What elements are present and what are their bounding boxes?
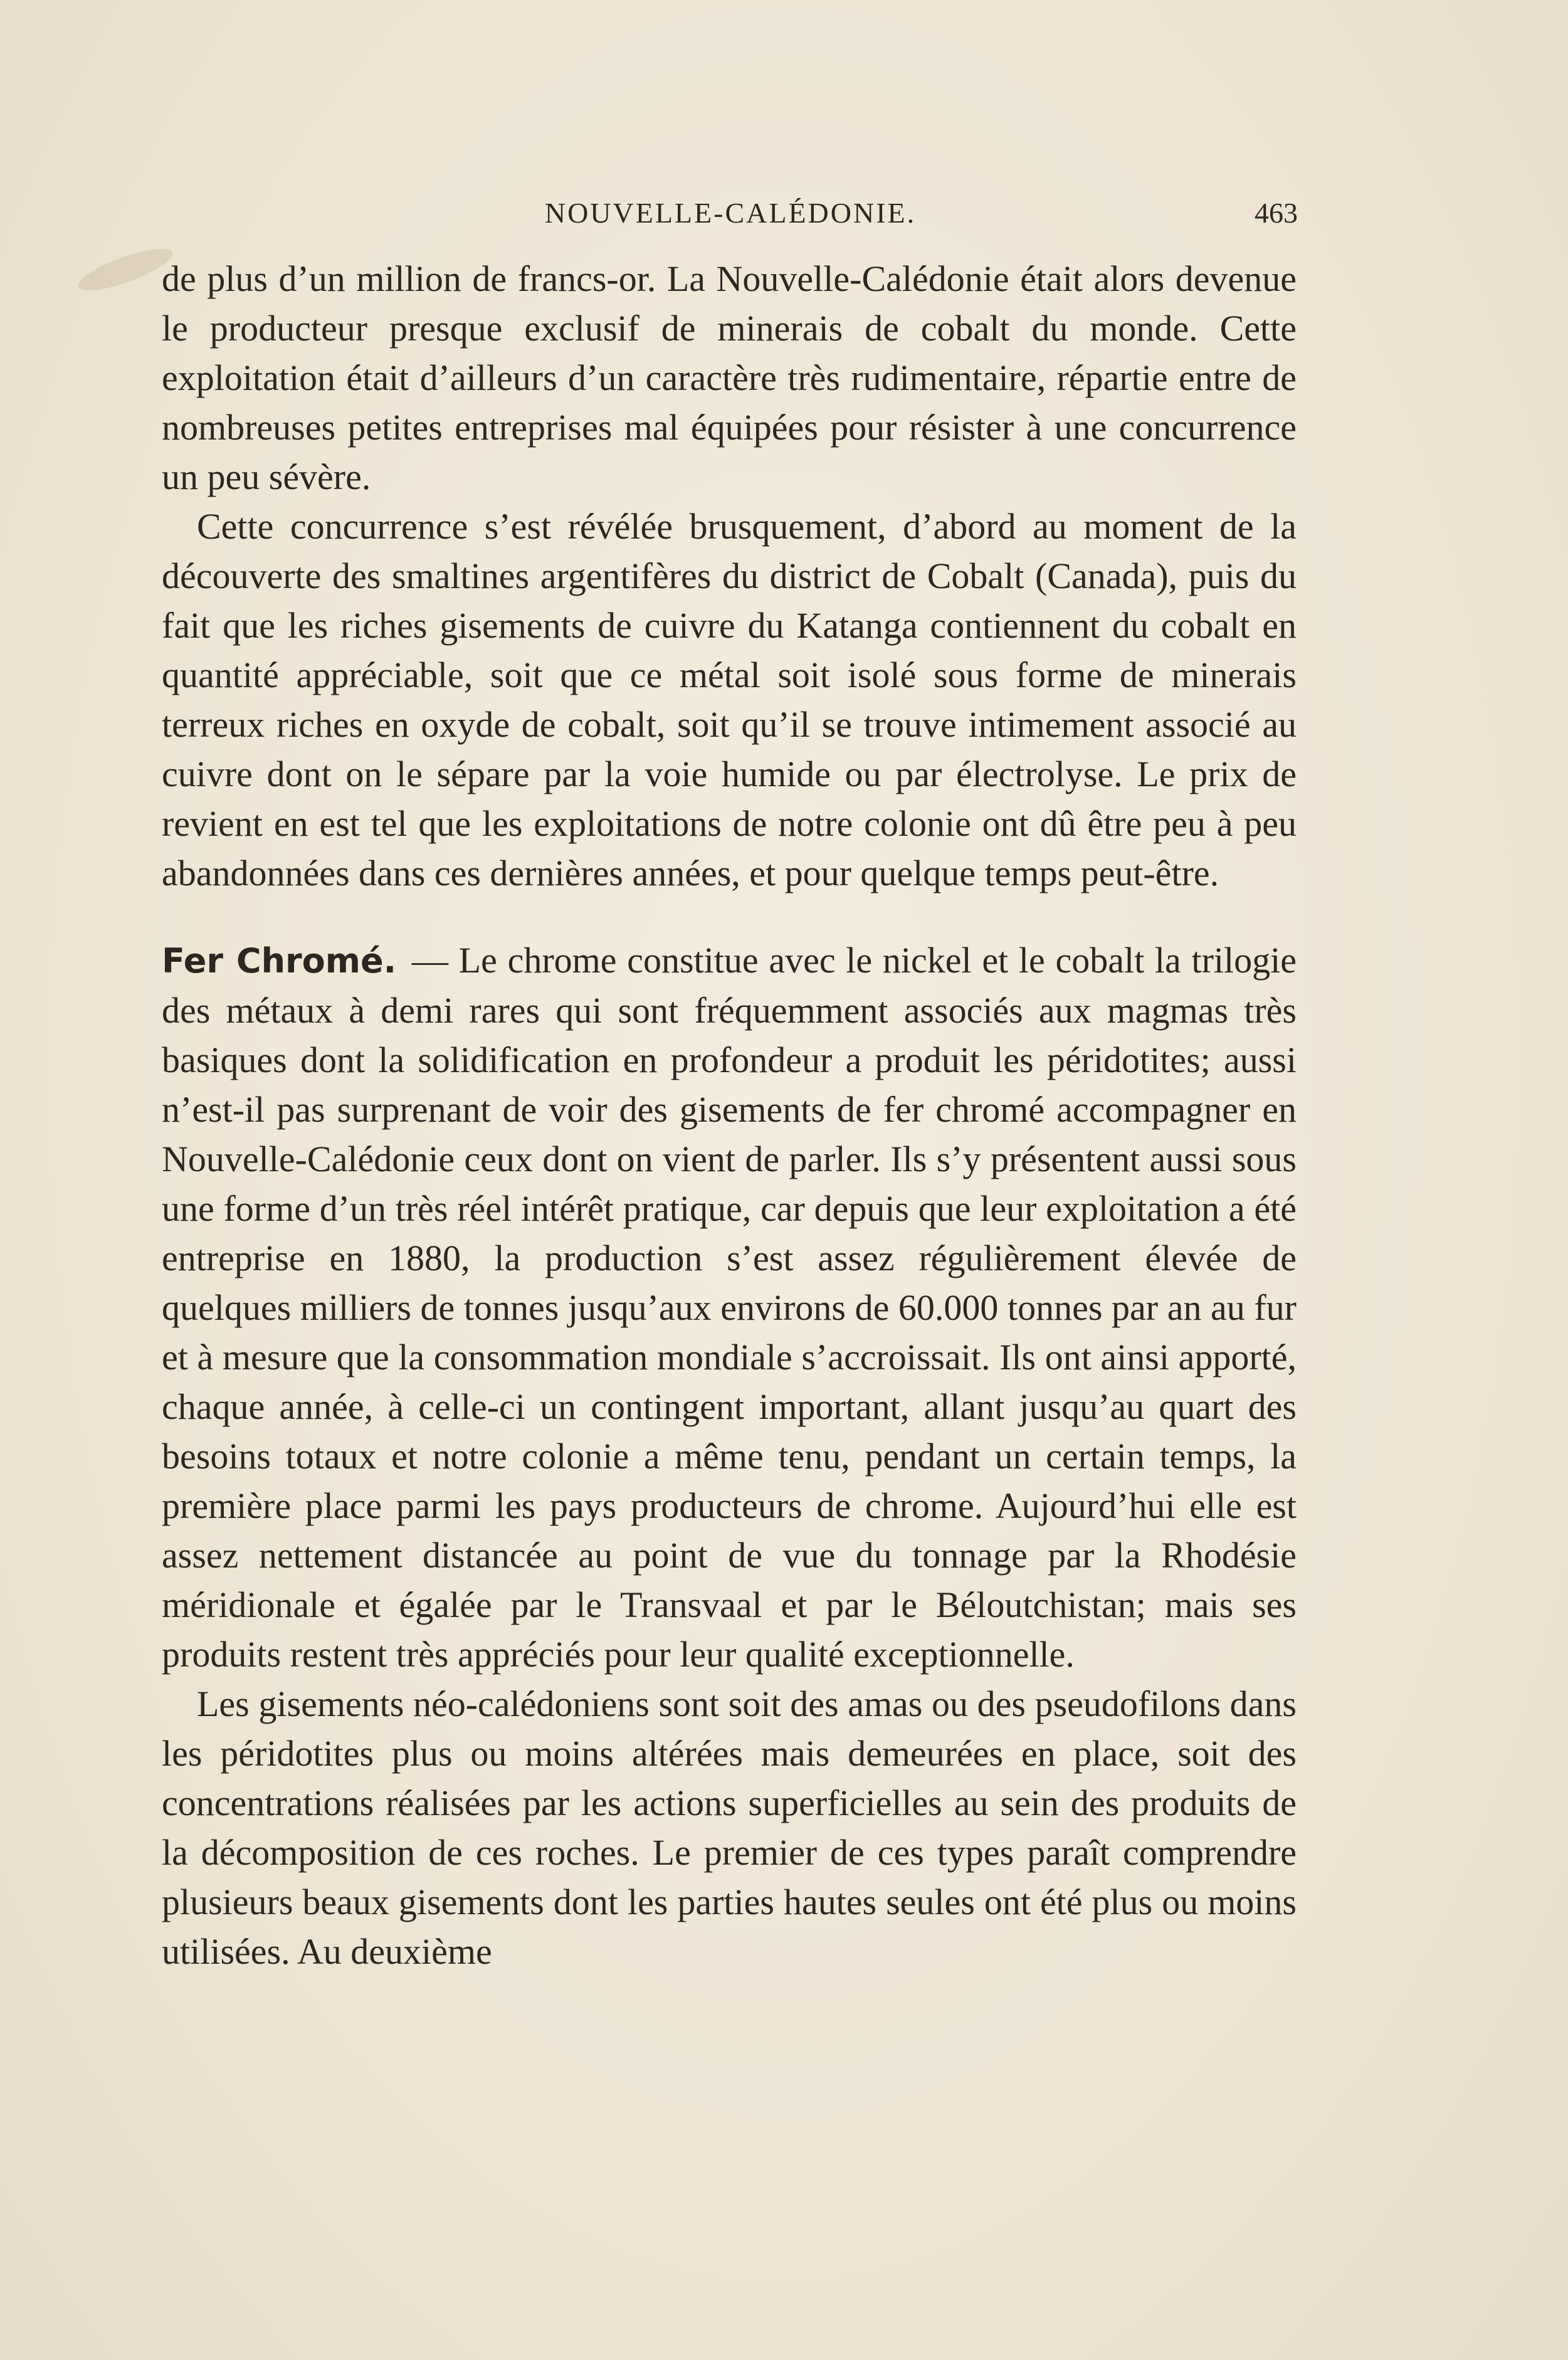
- paragraph-gisements: Les gisements néo-calédoniens sont soit des amas ou des pseudofilons dans les péridotites plus ou moins altérées mais demeurées en place, soit des concentrations réalisées par les actions superficielles au sein des produits de la décomposition de ces roches. Le premier de ces types paraît comprendre plusieurs beaux gisements dont les parties hautes seules ont été plus ou moins utilisées. Au deuxième: [162, 1683, 1297, 1972]
- section-text: Le chrome constitue avec le nickel et le cobalt la trilogie des métaux à demi rares qui sont fréquemment associés aux magmas très basiques dont la solidification en profondeur a produit les péridotites; aussi n’est-il pas surprenant de voir des gisements de fer chromé accompagner en Nouvelle-Calédonie ceux dont on vient de parler. Ils s’y présentent aussi sous une forme d’un très réel intérêt pratique, car depuis que leur exploitation a été entreprise en 1880, la production s’est assez régulièrement élevée de quelques milliers de tonnes jusqu’aux environs de 60.000 tonnes par an au fur et à mesure que la consommation mondiale s’accroissait. Ils ont ainsi apporté, chaque année, à celle-ci un contingent important, allant jusqu’au quart des besoins totaux et notre colonie a même tenu, pendant un certain temps, la première place parmi les pays producteurs de chrome. Aujourd’hui elle est assez nettement distancée au point de vue du tonnage par la Rhodésie méridionale et égalée par le Transvaal et par le Béloutchistan; mais ses produits restent très appréciés pour leur qualité exceptionnelle.: [162, 940, 1297, 1675]
- running-title: NOUVELLE-CALÉDONIE.: [544, 197, 917, 229]
- page-header: [163, 188, 1298, 238]
- section-title: Fer Chromé.: [162, 941, 397, 981]
- paragraph-concurrence: Cette concurrence s’est révélée brusquement, d’abord au moment de la découverte des smaltines argentifères du district de Cobalt (Canada), puis du fait que les riches gisements de cuivre du Katanga contiennent du cobalt en quantité appréciable, soit que ce métal soit isolé sous forme de minerais terreux riches en oxyde de cobalt, soit qu’il se trouve intimement associé au cuivre dont on le sépare par la voie humide ou par électrolyse. Le prix de revient en est tel que les exploitations de notre colonie ont dû être peu à peu abandonnées dans ces dernières années, et pour quelque temps peut-être.: [162, 506, 1297, 893]
- em-dash: —: [411, 940, 448, 981]
- paragraph-continued: de plus d’un million de francs-or. La Nouvelle-Calédonie était alors devenue le producteur presque exclusif de minerais de cobalt du monde. Cette exploitation était d’ailleurs d’un caractère très rudimentaire, répartie entre de nombreuses petites entreprises mal équipées pour résister à une concurrence un peu sévère.: [162, 258, 1297, 497]
- section-fer-chrome: [162, 935, 1297, 1679]
- page-number: 463: [1255, 197, 1298, 229]
- body-text: [162, 254, 1297, 1976]
